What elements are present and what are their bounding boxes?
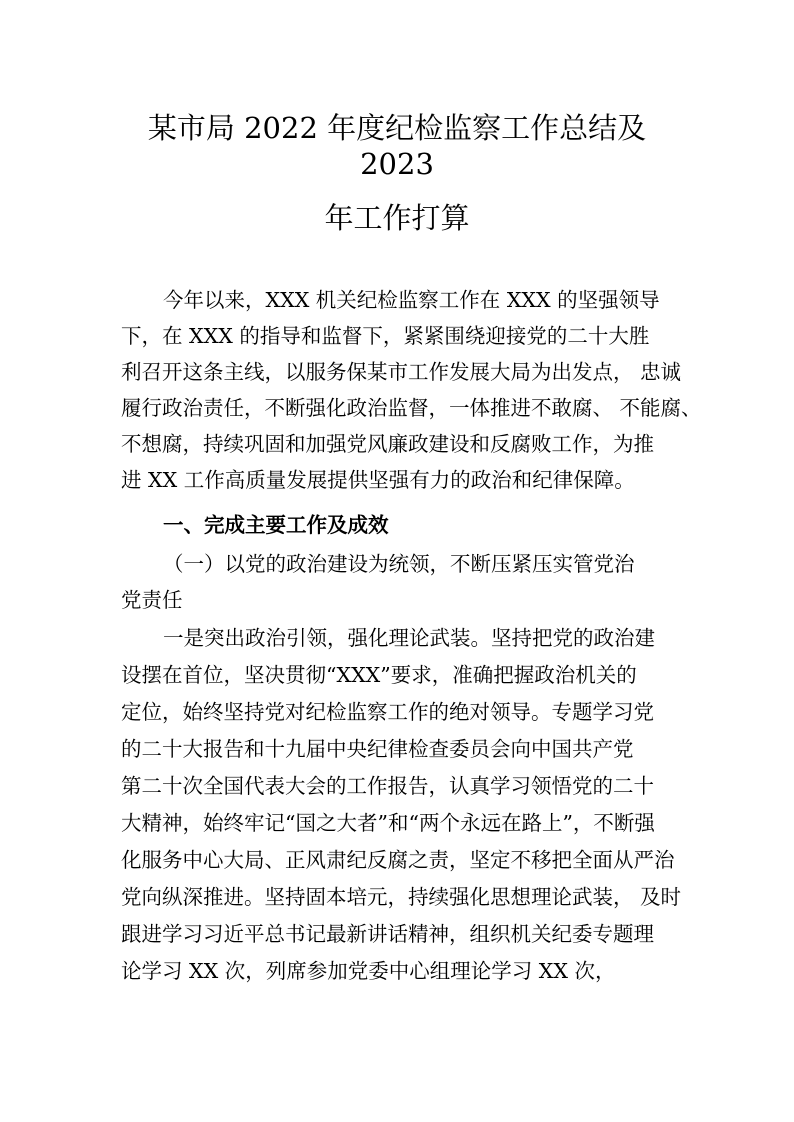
body-line: 论学习 XX 次，列席参加党委中心组理论学习 XX 次， [121,959,616,983]
intro-line: 利召开这条主线，以服务保某市工作发展大局为出发点， 忠诚 [121,360,682,384]
body-line: 定位，始终坚持党对纪检监察工作的绝对领导。专题学习党 [121,700,654,724]
intro-line: 不想腐，持续巩固和加强党风廉政建设和反腐败工作，为推 [121,432,654,456]
intro-line: 进 XX 工作高质量发展提供坚强有力的政治和纪律保障。 [121,468,635,492]
body-line: 第二十次全国代表大会的工作报告，认真学习领悟党的二十 [121,774,654,798]
body-line: 一是突出政治引领，强化理论武装。坚持把党的政治建 [163,626,655,650]
body-line: 大精神，始终牢记“国之大者”和“两个永远在路上”，不断强 [121,811,655,835]
subsection-heading-line: （一）以党的政治建设为统领，不断压紧压实管党治 [163,552,635,576]
intro-line: 下，在 XXX 的指导和监督下，紧紧围绕迎接党的二十大胜 [121,324,650,348]
body-line: 的二十大报告和十九届中央纪律检查委员会向中国共产党 [121,737,634,761]
body-line: 设摆在首位，坚决贯彻“XXX”要求，准确把握政治机关的 [121,663,637,687]
document-title-line-2: 2023 [360,147,434,181]
document-title-line-1: 某市局 2022 年度纪检监察工作总结及 [147,111,647,145]
section-heading: 一、完成主要工作及成效 [163,513,389,537]
body-line: 化服务中心大局、正风肃纪反腐之责，坚定不移把全面从严治 [121,848,675,872]
document-title-line-3: 年工作打算 [324,201,470,235]
intro-line: 履行政治责任，不断强化政治监督，一体推进不敢腐、 不能腐、 [121,396,702,420]
subsection-heading-line: 党责任 [121,588,183,612]
body-line: 跟进学习习近平总书记最新讲话精神，组织机关纪委专题理 [121,922,654,946]
body-line: 党向纵深推进。坚持固本培元，持续强化思想理论武装， 及时 [121,885,682,909]
intro-line: 今年以来，XXX 机关纪检监察工作在 XXX 的坚强领导 [163,288,660,312]
